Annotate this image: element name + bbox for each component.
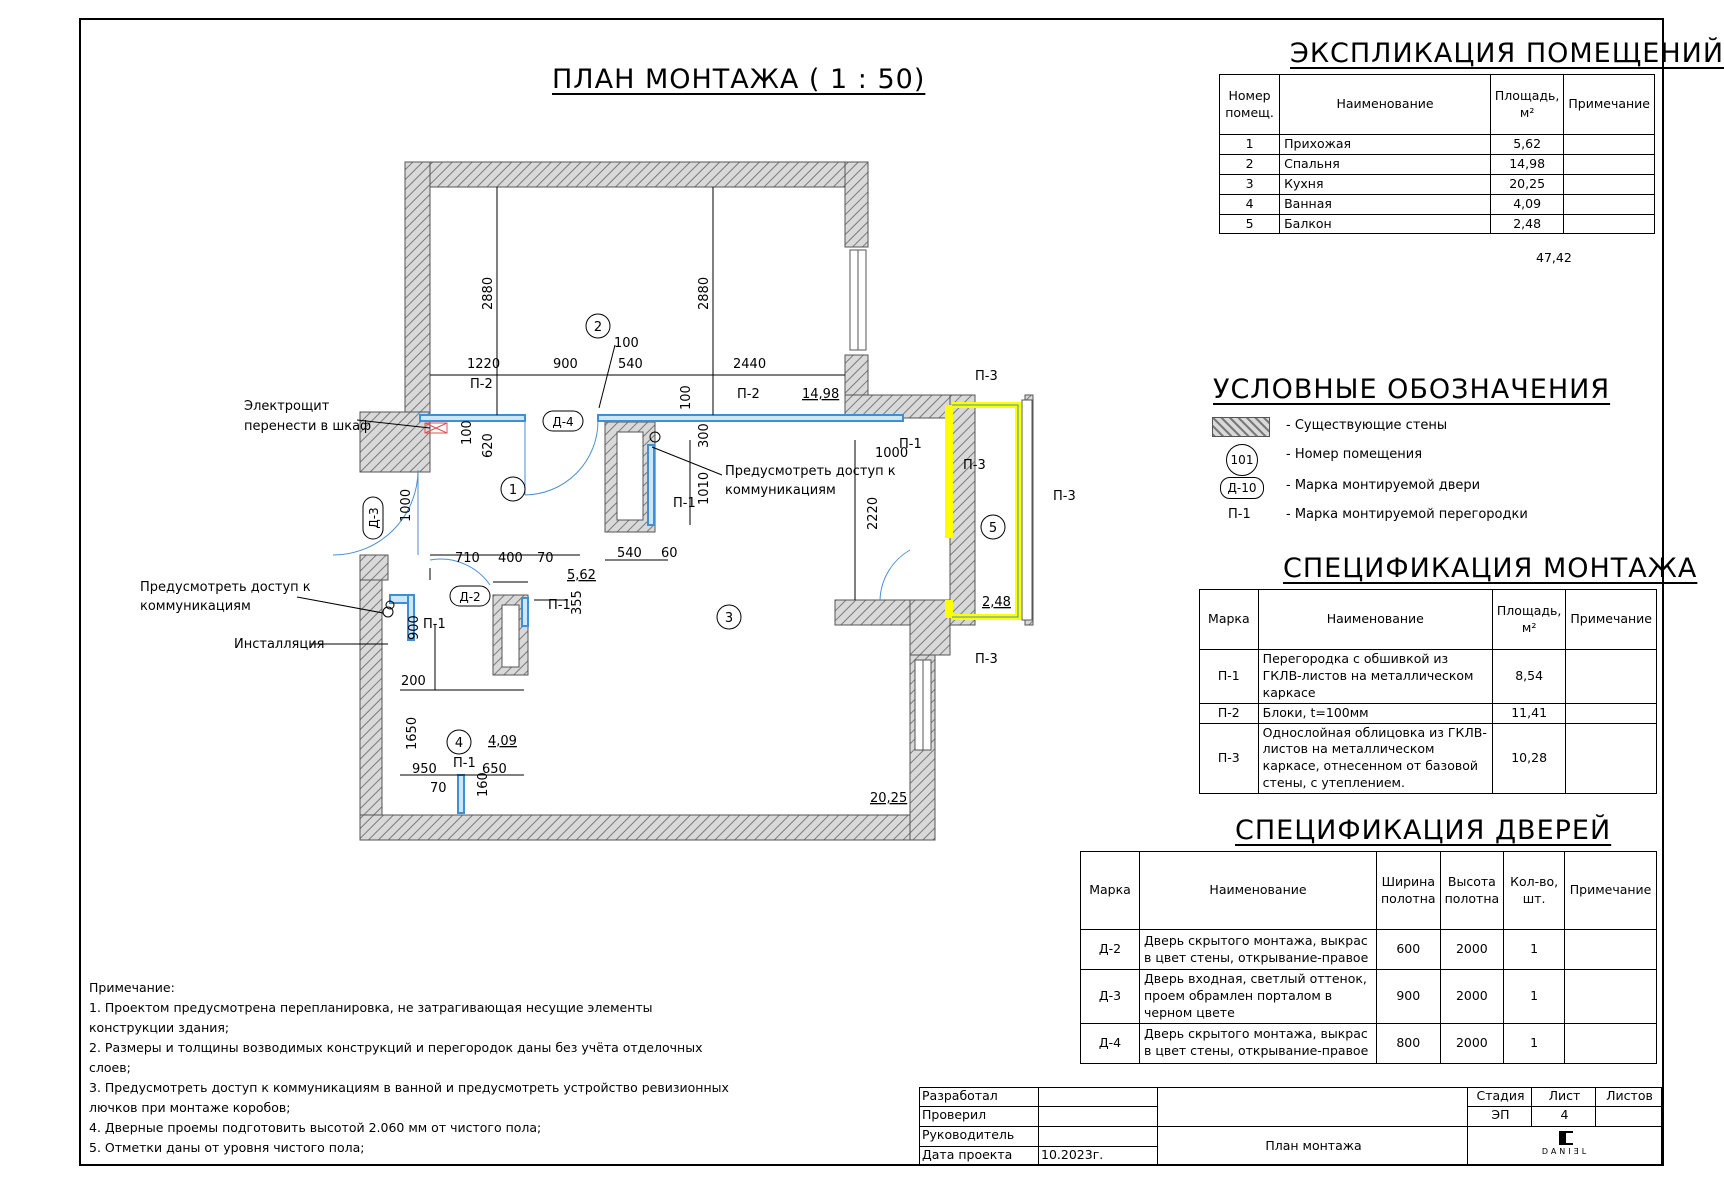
legend-item: - Марка монтируемой перегородки [1286, 507, 1528, 522]
explication-title: ЭКСПЛИКАЦИЯ ПОМЕЩЕНИЙ [1290, 38, 1724, 69]
tb-sheets-value [1595, 1106, 1662, 1127]
legend-item: - Марка монтируемой двери [1286, 478, 1481, 493]
partition-mark: П-1 [673, 496, 696, 511]
table-cell: Балкон [1280, 214, 1491, 234]
table-cell: 2000 [1440, 970, 1504, 1024]
room-number: 2 [593, 320, 603, 335]
partition-mark: П-3 [975, 369, 998, 384]
dim-label: 1220 [467, 357, 501, 372]
table-cell: П-1 [1200, 650, 1259, 704]
dim-label: 100 [460, 420, 475, 445]
table-cell: 10,28 [1492, 723, 1565, 794]
tb-date-label: Дата проекта [919, 1146, 1039, 1166]
col-header: Примечание [1564, 75, 1655, 135]
tb-manager-value [1038, 1126, 1158, 1147]
partition-mark: П-1 [453, 756, 476, 771]
table-cell: 600 [1377, 930, 1441, 970]
table-cell: 4 [1220, 194, 1280, 214]
partition-mark: П-2 [470, 377, 493, 392]
access-note2-line1: Предусмотреть доступ к [140, 580, 311, 595]
legend-partition-symbol: П-1 [1228, 507, 1251, 522]
partition-mark: П-3 [963, 458, 986, 473]
table-cell: Спальня [1280, 154, 1491, 174]
table-cell: Прихожая [1280, 135, 1491, 155]
dimension-labels [399, 277, 908, 797]
dim-label: 900 [553, 357, 578, 372]
col-header: Номер помещ. [1220, 75, 1280, 135]
legend-item: - Существующие стены [1286, 418, 1448, 433]
table-cell: Однослойная облицовка из ГКЛВ-листов на металлическом каркасе, отнесенном от базовой стены, с утеплением. [1258, 723, 1492, 794]
col-header: Наименование [1258, 590, 1492, 650]
tb-developed-value [1038, 1087, 1158, 1107]
partition-mark: П-1 [423, 617, 446, 632]
table-cell: 1 [1504, 970, 1565, 1024]
table-cell: 1 [1504, 1023, 1565, 1063]
plan-title: ПЛАН МОНТАЖА ( 1 : 50) [552, 64, 926, 95]
table-cell: 1 [1504, 930, 1565, 970]
partition-marks [423, 369, 1076, 771]
table-cell: Д-3 [1081, 970, 1140, 1024]
tb-checked: Проверил [919, 1106, 1039, 1127]
col-header: Площадь, м² [1492, 590, 1565, 650]
col-header: Наименование [1140, 852, 1377, 930]
access-note2-line2: коммуникациям [140, 599, 251, 614]
install-spec-table [1199, 589, 1657, 794]
dim-label: 160 [476, 772, 491, 797]
dim-label: 540 [618, 357, 643, 372]
room-number: 1 [508, 483, 518, 498]
notes-title: Примечание: [89, 980, 175, 995]
table-cell: 8,54 [1492, 650, 1565, 704]
table-cell: 4,09 [1490, 194, 1563, 214]
tb-sheet-name: План монтажа [1157, 1126, 1468, 1166]
dim-label: 355 [570, 590, 585, 615]
table-cell: 5,62 [1490, 135, 1563, 155]
table-cell: Блоки, t=100мм [1258, 703, 1492, 723]
dim-label: 2880 [697, 276, 712, 310]
legend-room-symbol: 101 [1226, 444, 1258, 476]
room-area: 2,48 [982, 595, 1011, 610]
table-cell: Дверь скрытого монтажа, выкрас в цвет стены, открывание-правое [1140, 1023, 1377, 1063]
note-item: 3. Предусмотреть доступ к коммуникациям в ванной и предусмотреть устройство ревизионных лючков при монтаже коробов; [89, 1080, 729, 1115]
dim-label: 200 [401, 674, 426, 689]
tb-manager: Руководитель [919, 1126, 1039, 1147]
door-spec-title: СПЕЦИФИКАЦИЯ ДВЕРЕЙ [1235, 815, 1612, 846]
table-cell: Дверь скрытого монтажа, выкрас в цвет стены, открывание-правое [1140, 930, 1377, 970]
dim-label: 1010 [697, 471, 712, 505]
room-area: 14,98 [802, 387, 840, 402]
legend-wall-swatch [1212, 417, 1270, 437]
dim-label: 1000 [875, 446, 909, 461]
partition-mark: П-3 [1053, 489, 1076, 504]
dim-label: 2880 [481, 276, 496, 310]
table-cell: 3 [1220, 174, 1280, 194]
room-area: 20,25 [870, 791, 908, 806]
logo-icon [1559, 1131, 1573, 1145]
col-header: Примечание [1565, 852, 1657, 930]
table-cell: 14,98 [1490, 154, 1563, 174]
table-cell: 2000 [1440, 1023, 1504, 1063]
notes [89, 978, 729, 1158]
col-header: Примечание [1566, 590, 1657, 650]
logo-text: DANIƎL [1541, 1147, 1590, 1156]
table-cell: Ванная [1280, 194, 1491, 214]
explication-table [1219, 74, 1655, 234]
dim-label: 650 [482, 762, 507, 777]
dim-label: 620 [481, 433, 496, 458]
legend-door-symbol: Д-10 [1220, 477, 1264, 499]
table-cell: 2,48 [1490, 214, 1563, 234]
panel-note-line1: Электрощит [244, 399, 330, 414]
note-item: 5. Отметки даны от уровня чистого пола; [89, 1140, 365, 1155]
col-header: Ширина полотна [1377, 852, 1441, 930]
tb-date-value: 10.2023г. [1038, 1146, 1158, 1166]
room-number: 3 [724, 611, 734, 626]
col-header: Кол-во, шт. [1504, 852, 1565, 930]
table-cell: 2 [1220, 154, 1280, 174]
door-mark: Д-2 [459, 590, 481, 604]
dim-label: 2220 [866, 496, 881, 530]
room-area: 5,62 [567, 568, 596, 583]
dim-label: 300 [697, 423, 712, 448]
tb-sheet-label: Лист [1531, 1087, 1596, 1107]
dim-label: 1000 [399, 488, 414, 522]
dim-label: 70 [430, 781, 447, 796]
legend-item: - Номер помещения [1286, 447, 1423, 462]
access-note1-line2: коммуникациям [725, 483, 836, 498]
table-cell: П-2 [1200, 703, 1259, 723]
note-item: 2. Размеры и толщины возводимых конструкций и перегородок даны без учёта отделочных слоев; [89, 1040, 703, 1075]
tb-stage-label: Стадия [1467, 1087, 1532, 1107]
tb-stage-value: ЭП [1467, 1106, 1532, 1127]
dim-label: 100 [614, 336, 639, 351]
col-header: Марка [1200, 590, 1259, 650]
table-cell: 2000 [1440, 930, 1504, 970]
title-block [919, 1087, 1662, 1166]
tb-sheets-label: Листов [1595, 1087, 1662, 1107]
col-header: Высота полотна [1440, 852, 1504, 930]
col-header: Наименование [1280, 75, 1491, 135]
dim-label: 70 [537, 551, 554, 566]
table-cell: Д-4 [1081, 1023, 1140, 1063]
panel-note-line2: перенести в шкаф [244, 419, 372, 434]
access-note1-line1: Предусмотреть доступ к [725, 464, 896, 479]
partition-mark: П-1 [899, 437, 922, 452]
dim-label: 2440 [733, 357, 767, 372]
table-cell: Перегородка с обшивкой из ГКЛВ-листов на металлическом каркасе [1258, 650, 1492, 704]
tb-sheet-value: 4 [1531, 1106, 1596, 1127]
tb-checked-value [1038, 1106, 1158, 1127]
dim-label: 540 [617, 546, 642, 561]
note-item: 4. Дверные проемы подготовить высотой 2.060 мм от чистого пола; [89, 1120, 542, 1135]
table-cell: 5 [1220, 214, 1280, 234]
tb-project-cell [1157, 1087, 1468, 1127]
floor-plan [0, 0, 1100, 900]
table-cell: 900 [1377, 970, 1441, 1024]
col-header: Площадь, м² [1490, 75, 1563, 135]
legend-title: УСЛОВНЫЕ ОБОЗНАЧЕНИЯ [1213, 374, 1611, 405]
install-note: Инсталляция [234, 637, 325, 652]
table-cell: П-3 [1200, 723, 1259, 794]
tb-developed: Разработал [919, 1087, 1039, 1107]
room-number: 4 [454, 736, 464, 751]
dim-label: 60 [661, 546, 678, 561]
dim-label: 1650 [405, 716, 420, 750]
dim-label: 950 [412, 762, 437, 777]
table-cell: 800 [1377, 1023, 1441, 1063]
table-cell: 1 [1220, 135, 1280, 155]
table-cell: Кухня [1280, 174, 1491, 194]
partition-mark: П-1 [548, 598, 571, 613]
col-header: Марка [1081, 852, 1140, 930]
install-spec-title: СПЕЦИФИКАЦИЯ МОНТАЖА [1283, 553, 1698, 584]
explication-total: 47,42 [1536, 250, 1572, 265]
tb-logo-cell [1467, 1126, 1662, 1166]
dim-label: 710 [455, 551, 480, 566]
table-cell: 11,41 [1492, 703, 1565, 723]
dim-label: 100 [679, 385, 694, 410]
door-mark: Д-4 [552, 415, 574, 429]
table-cell: Д-2 [1081, 930, 1140, 970]
room-number: 5 [988, 521, 998, 536]
dim-label: 900 [407, 615, 422, 640]
partition-mark: П-2 [737, 387, 760, 402]
door-mark: Д-3 [367, 507, 381, 529]
room-area: 4,09 [488, 734, 517, 749]
table-cell: Дверь входная, светлый оттенок, проем обрамлен порталом в черном цвете [1140, 970, 1377, 1024]
partition-mark: П-3 [975, 652, 998, 667]
table-cell: 20,25 [1490, 174, 1563, 194]
dim-label: 400 [498, 551, 523, 566]
note-item: 1. Проектом предусмотрена перепланировка, не затрагивающая несущие элементы конструкции здания; [89, 1000, 653, 1035]
door-spec-table [1080, 851, 1657, 1064]
